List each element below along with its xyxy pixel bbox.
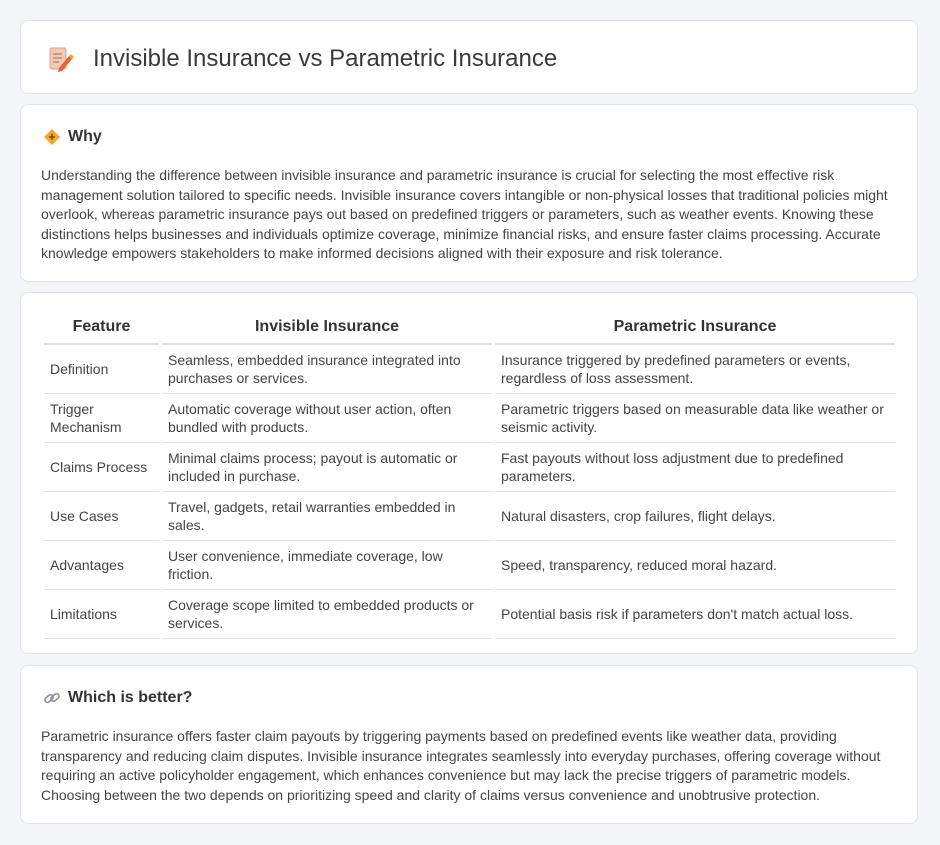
header-invisible: Invisible Insurance xyxy=(162,315,492,345)
feature-cell: Trigger Mechanism xyxy=(44,394,159,443)
feature-cell: Claims Process xyxy=(44,443,159,492)
title-row xyxy=(45,45,557,73)
parametric-cell: Insurance triggered by predefined parameters or events, regardless of loss assessment. xyxy=(495,345,895,394)
invisible-cell: User convenience, immediate coverage, low friction. xyxy=(162,541,492,590)
table-row xyxy=(44,541,895,590)
document-pencil-icon xyxy=(45,45,75,73)
table-row xyxy=(44,590,895,639)
diamond-warning-icon xyxy=(43,128,61,146)
table-header-row xyxy=(44,315,895,345)
parametric-cell: Natural disasters, crop failures, flight delays. xyxy=(495,492,895,541)
invisible-cell: Coverage scope limited to embedded products or services. xyxy=(162,590,492,639)
table-row xyxy=(44,394,895,443)
table-row xyxy=(44,345,895,394)
invisible-cell: Automatic coverage without user action, often bundled with products. xyxy=(162,394,492,443)
better-text: Parametric insurance offers faster claim payouts by triggering payments based on predefined events like weather data, providing transparency and reducing claim disputes. Invisible insurance integrates seamlessly into everyday purchases, offering coverage without requiring an active policyholder engagement, which enhances convenience but may lack the precise triggers of parametric models. Choosing between the two depends on prioritizing speed and clarity of claims versus convenience and unobtrusive protection. xyxy=(41,728,881,803)
header-feature: Feature xyxy=(44,315,159,345)
table-row xyxy=(44,443,895,492)
invisible-cell: Seamless, embedded insurance integrated into purchases or services. xyxy=(162,345,492,394)
invisible-cell: Travel, gadgets, retail warranties embedded in sales. xyxy=(162,492,492,541)
invisible-cell: Minimal claims process; payout is automatic or included in purchase. xyxy=(162,443,492,492)
why-card xyxy=(20,104,918,282)
why-text: Understanding the difference between invisible insurance and parametric insurance is crucial for selecting the most effective risk management solution tailored to specific needs. Invisible insurance covers intangible or non-physical losses that traditional policies might overlook, whereas parametric insurance pays out based on predefined triggers or parameters, such as weather events. Knowing these distinctions helps businesses and individuals optimize coverage, minimize financial risks, and ensure faster claims processing. Accurate knowledge empowers stakeholders to make informed decisions aligned with their exposure and risk tolerance. xyxy=(41,167,888,262)
why-heading-row xyxy=(43,128,102,146)
which-better-card xyxy=(20,665,918,824)
parametric-cell: Speed, transparency, reduced moral hazard. xyxy=(495,541,895,590)
better-heading-row xyxy=(43,689,192,707)
feature-cell: Use Cases xyxy=(44,492,159,541)
parametric-cell: Fast payouts without loss adjustment due to predefined parameters. xyxy=(495,443,895,492)
better-heading: Which is better? xyxy=(68,689,193,706)
feature-cell: Definition xyxy=(44,345,159,394)
table-row xyxy=(44,492,895,541)
header-parametric: Parametric Insurance xyxy=(495,315,895,345)
title-card xyxy=(20,20,918,94)
comparison-table xyxy=(41,315,898,639)
feature-cell: Limitations xyxy=(44,590,159,639)
parametric-cell: Potential basis risk if parameters don't match actual loss. xyxy=(495,590,895,639)
feature-cell: Advantages xyxy=(44,541,159,590)
link-icon xyxy=(43,689,61,707)
why-heading: Why xyxy=(68,128,102,145)
parametric-cell: Parametric triggers based on measurable data like weather or seismic activity. xyxy=(495,394,895,443)
comparison-card xyxy=(20,292,918,654)
page-title: Invisible Insurance vs Parametric Insurance xyxy=(93,45,558,72)
